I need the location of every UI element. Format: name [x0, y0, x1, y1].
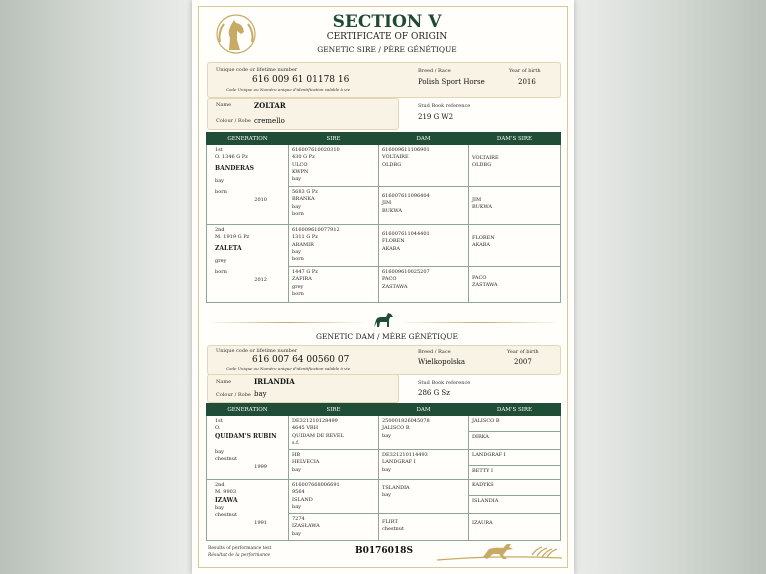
table-cell: 1447 G Pz ZAFIRA grey born	[289, 267, 379, 303]
col-sire: SIRE	[289, 404, 379, 416]
studbook-label: Stud Book reference	[418, 103, 471, 109]
perf-label: Results of performance test	[208, 546, 272, 551]
dam-ucl: 616 007 64 00560 07	[252, 355, 350, 365]
dam-name: IRLANDIA	[254, 377, 295, 386]
sire-pedigree-table	[206, 132, 561, 303]
year-label: Year of birth	[509, 68, 541, 74]
sire-colour: cremello	[254, 117, 285, 125]
col-damsire: DAM'S SIRE	[469, 133, 561, 145]
sire-gen1-cell: 1st O. 1346 G Pz BANDERAS bay born 2010	[207, 145, 289, 225]
dam-pedigree-table	[206, 403, 561, 541]
dam-name-box	[207, 374, 399, 403]
table-cell: 616009611106901 VOLTAIRE OLDBG	[379, 145, 469, 187]
dam-studbook: 286 G Sz	[418, 389, 450, 397]
horse-emblem-icon	[210, 12, 262, 58]
table-cell: 616007668006691 9564 ISLAND bay	[289, 480, 379, 514]
dam-gen2-cell: 2nd M. 9903 IZAWA bay chestnut 1991	[207, 480, 289, 541]
dam-year: 2007	[514, 358, 532, 366]
section-title: SECTION V	[332, 12, 442, 32]
certificate-title: CERTIFICATE OF ORIGIN	[326, 32, 448, 42]
col-dam: DAM	[379, 404, 469, 416]
table-cell: DE321210114493 LANDGRAF I bay	[379, 450, 469, 480]
col-damsire: DAM'S SIRE	[469, 404, 561, 416]
dam-gen1-cell: 1st O. QUIDAM'S RUBIN bay chestnut 1999	[207, 416, 289, 480]
table-cell: IZAURA	[469, 514, 561, 541]
table-cell: DE321210128499 4645 VRH QUIDAM DE REVEL s.f.	[289, 416, 379, 450]
table-cell: JIM BUKWA	[469, 187, 561, 225]
horse-silhouette-icon	[372, 311, 394, 329]
table-cell: 250001826045078 JALISCO B bay	[379, 416, 469, 450]
table-cell: 616009610077912 1311 G Pz ARAMIR bay born	[289, 225, 379, 267]
sire-gen2-cell: 2nd M. 1919 G Pz ZALETA grey born 2012	[207, 225, 289, 303]
table-cell: 5683 G Pz BRANKA bay born	[289, 187, 379, 225]
name-label: Name	[216, 379, 232, 385]
breed-label: Breed / Race	[418, 349, 451, 355]
table-cell: 616009610025207 PACO ZASTAWA	[379, 267, 469, 303]
name-label: Name	[216, 102, 232, 108]
running-horse-icon	[437, 541, 562, 563]
table-cell: VOLTAIRE OLDBG	[469, 145, 561, 187]
table-cell: FLOREN AKABA	[469, 225, 561, 267]
divider-left	[207, 322, 367, 323]
table-cell: 7274 IZASŁAWA bay	[289, 514, 379, 541]
dam-breed: Wielkopolska	[418, 358, 466, 366]
col-sire: SIRE	[289, 133, 379, 145]
ucl-label: Unique code or lifetime number	[216, 67, 298, 73]
perf-label-fr: Résultat de la performance	[208, 553, 271, 558]
table-cell: TSLANDIA bay	[379, 480, 469, 514]
dam-heading: GENETIC DAM / MÈRE GÉNÉTIQUE	[315, 332, 459, 341]
breed-label: Breed / Race	[418, 68, 451, 74]
ucl-label-fr: Code Unique ou Numéro unique d'identification valable à vie	[226, 366, 351, 371]
col-generation: GENERATION	[207, 133, 289, 145]
certificate-code: B0176018S	[355, 546, 413, 556]
table-cell: FLIRT chestnut	[379, 514, 469, 541]
col-dam: DAM	[379, 133, 469, 145]
table-cell: PACO ZASTAWA	[469, 267, 561, 303]
ucl-label-fr: Code Unique ou Numéro unique d'identification valable à vie	[226, 87, 351, 92]
table-cell: KADYKS ISLANDIA	[469, 480, 561, 514]
sire-name-box	[207, 98, 399, 130]
col-generation: GENERATION	[207, 404, 289, 416]
certificate-page	[192, 0, 574, 574]
colour-label: Colour / Robe	[216, 118, 251, 124]
sire-studbook: 219 G W2	[418, 113, 454, 121]
studbook-label: Stud Book reference	[418, 380, 471, 386]
sire-year: 2016	[518, 78, 536, 86]
year-label: Year of birth	[507, 349, 539, 355]
table-cell: 616007611096404 JIM BUKWA	[379, 187, 469, 225]
table-cell: HB HELVECIA bay	[289, 450, 379, 480]
sire-name: ZOLTAR	[254, 101, 286, 110]
divider-right	[400, 322, 560, 323]
sire-ucl: 616 009 61 01178 16	[252, 75, 350, 85]
ucl-label: Unique code or lifetime number	[216, 348, 298, 354]
colour-label: Colour / Robe	[216, 392, 251, 398]
table-cell: LANDGRAF I BETTY I	[469, 450, 561, 480]
table-cell: 616007611044401 FLOREN AKABA	[379, 225, 469, 267]
sire-heading: GENETIC SIRE / PÈRE GÉNÉTIQUE	[317, 45, 457, 54]
table-cell: 616007610020310 430 G Pz ULCO KWPN bay	[289, 145, 379, 187]
sire-breed: Polish Sport Horse	[418, 78, 485, 86]
table-cell: JALISCO B DIRKA	[469, 416, 561, 450]
dam-colour: bay	[254, 390, 267, 398]
